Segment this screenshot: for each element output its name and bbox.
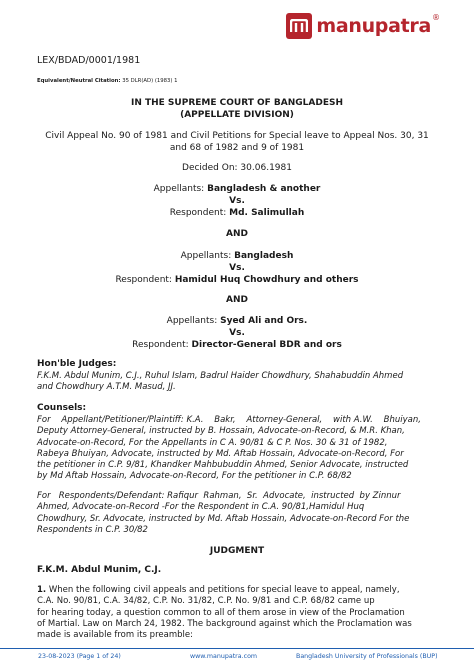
appellant-line [30,183,444,195]
counsel-line: For Appellant/Petitioner/Plaintiff: K.A. Bakr, Attorney-General, with A.W. Bhuiyan, [37,415,421,425]
judges-line-2: and Chowdhury A.T.M. Masud, JJ. [37,382,176,392]
versus: Vs. [229,263,245,273]
versus: Vs. [229,328,245,338]
versus: Vs. [229,196,245,206]
appellant-label: Appellants: [180,251,235,261]
counsel-line: Respondents in C.P. 30/82 [37,524,148,535]
logo-m-icon [290,19,308,33]
counsel-line: the petitioner in C.P. 9/81, Khandker Mahbubuddin Ahmed, Senior Advocate, instructed [37,460,409,471]
counsel-line: Ahmed, Advocate-on-Record -For the Respondent in C.A. 90/81,Hamidul Huq [37,502,365,513]
respondent-line [30,339,444,351]
court-name: IN THE SUPREME COURT OF BANGLADESH [130,98,344,108]
counsel-line: Deputy Attorney-General, instructed by B. Hossain, Advocate-on-Record, & M.R. Khan, [37,426,405,437]
appellant-line [30,250,444,262]
appellant-name: Bangladesh & another [207,184,321,194]
citation-value: 35 DLR(AD) (1983) 1 [120,78,178,84]
registered-mark: ® [432,12,440,22]
decided-on: Decided On: 30.06.1981 [182,163,292,173]
case-numbers-line-1: Civil Appeal No. 90 of 1981 and Civil Petitions for Special leave to Appeal Nos. 30, 31 [45,131,429,141]
paragraph-line [37,585,437,596]
counsel-line: Chowdhury, Sr. Advocate, instructed by Md. Aftab Hossain, Advocate-on-Record For the [37,513,410,524]
counsel-line: Advocate-on-Record, For the Appellants in C A. 90/81 & C P. Nos. 30 & 31 of 1982, [37,437,388,448]
counsel-line: Rabeya Bhuiyan, Advocate, instructed by Md. Aftab Hossain, Advocate-on-Record, For [37,448,404,459]
paragraph-number: 1. [37,585,47,595]
appellant-name: Bangladesh [234,251,294,261]
brand-name: manupatra [316,15,431,37]
paragraph-line: C.A. No. 90/81, C.A. 34/82, C.P. No. 31/82, C.P. No. 9/81 and C.P. 68/82 came up [37,596,375,607]
counsel-line: For Respondents/Defendant: Rafiqur Rahman, Sr. Advocate, instructed by Zinnur [37,491,401,501]
respondent-line [30,207,444,219]
respondent-name: Director-General BDR and ors [191,340,342,350]
judges-line-1: F.K.M. Abdul Munim, C.J., Ruhul Islam, Badrul Haider Chowdhury, Shahabuddin Ahmed [37,371,404,381]
document-reference: LEX/BDAD/0001/1981 [37,55,141,66]
footer-page-info: 23-08-2023 (Page 1 of 24) [38,653,121,660]
counsels-heading: Counsels: [37,403,87,413]
paragraph-line: made is available from its preamble: [37,630,193,641]
paragraph-line: for hearing today, a question common to all of them arose in view of the Proclamation [37,607,405,618]
footer-rule [0,648,474,649]
respondent-label: Respondent: [115,275,175,285]
judgment-author: F.K.M. Abdul Munim, C.J. [37,565,162,575]
judges-heading: Hon'ble Judges: [37,359,117,369]
court-division: (APPELLATE DIVISION) [180,110,294,120]
paragraph-1 [37,585,437,641]
counsels-respondents [37,491,437,536]
respondent-line [30,274,444,286]
footer-institution: Bangladesh University of Professionals (BUP) [296,653,438,660]
judgment-heading: JUDGMENT [209,546,265,556]
counsel-line: by Md Aftab Hossain, Advocate-on-Record, For the petitioner in C.P. 68/82 [37,471,352,482]
appellant-name: Syed Ali and Ors. [220,316,308,326]
case-numbers-line-2: and 68 of 1982 and 9 of 1981 [169,143,305,153]
citation-label: Equivalent/Neutral Citation: [37,78,121,84]
and-separator: AND [226,229,248,239]
footer-website-link[interactable]: www.manupatra.com [190,653,258,660]
manupatra-logo-icon [286,13,312,39]
and-separator: AND [226,295,248,305]
counsels-appellants [37,415,437,483]
respondent-name: Md. Salimullah [229,208,305,218]
appellant-line [30,315,444,327]
respondent-label: Respondent: [169,208,230,218]
appellant-label: Appellants: [166,316,221,326]
paragraph-text: When the following civil appeals and petitions for special leave to appeal, namely, [46,585,400,595]
respondent-label: Respondent: [132,340,192,350]
paragraph-line: of Martial. Law on March 24, 1982. The background against which the Proclamation was [37,618,412,629]
manupatra-logo [286,13,440,39]
respondent-name: Hamidul Huq Chowdhury and others [174,275,359,285]
neutral-citation [37,78,178,84]
appellant-label: Appellants: [153,184,208,194]
